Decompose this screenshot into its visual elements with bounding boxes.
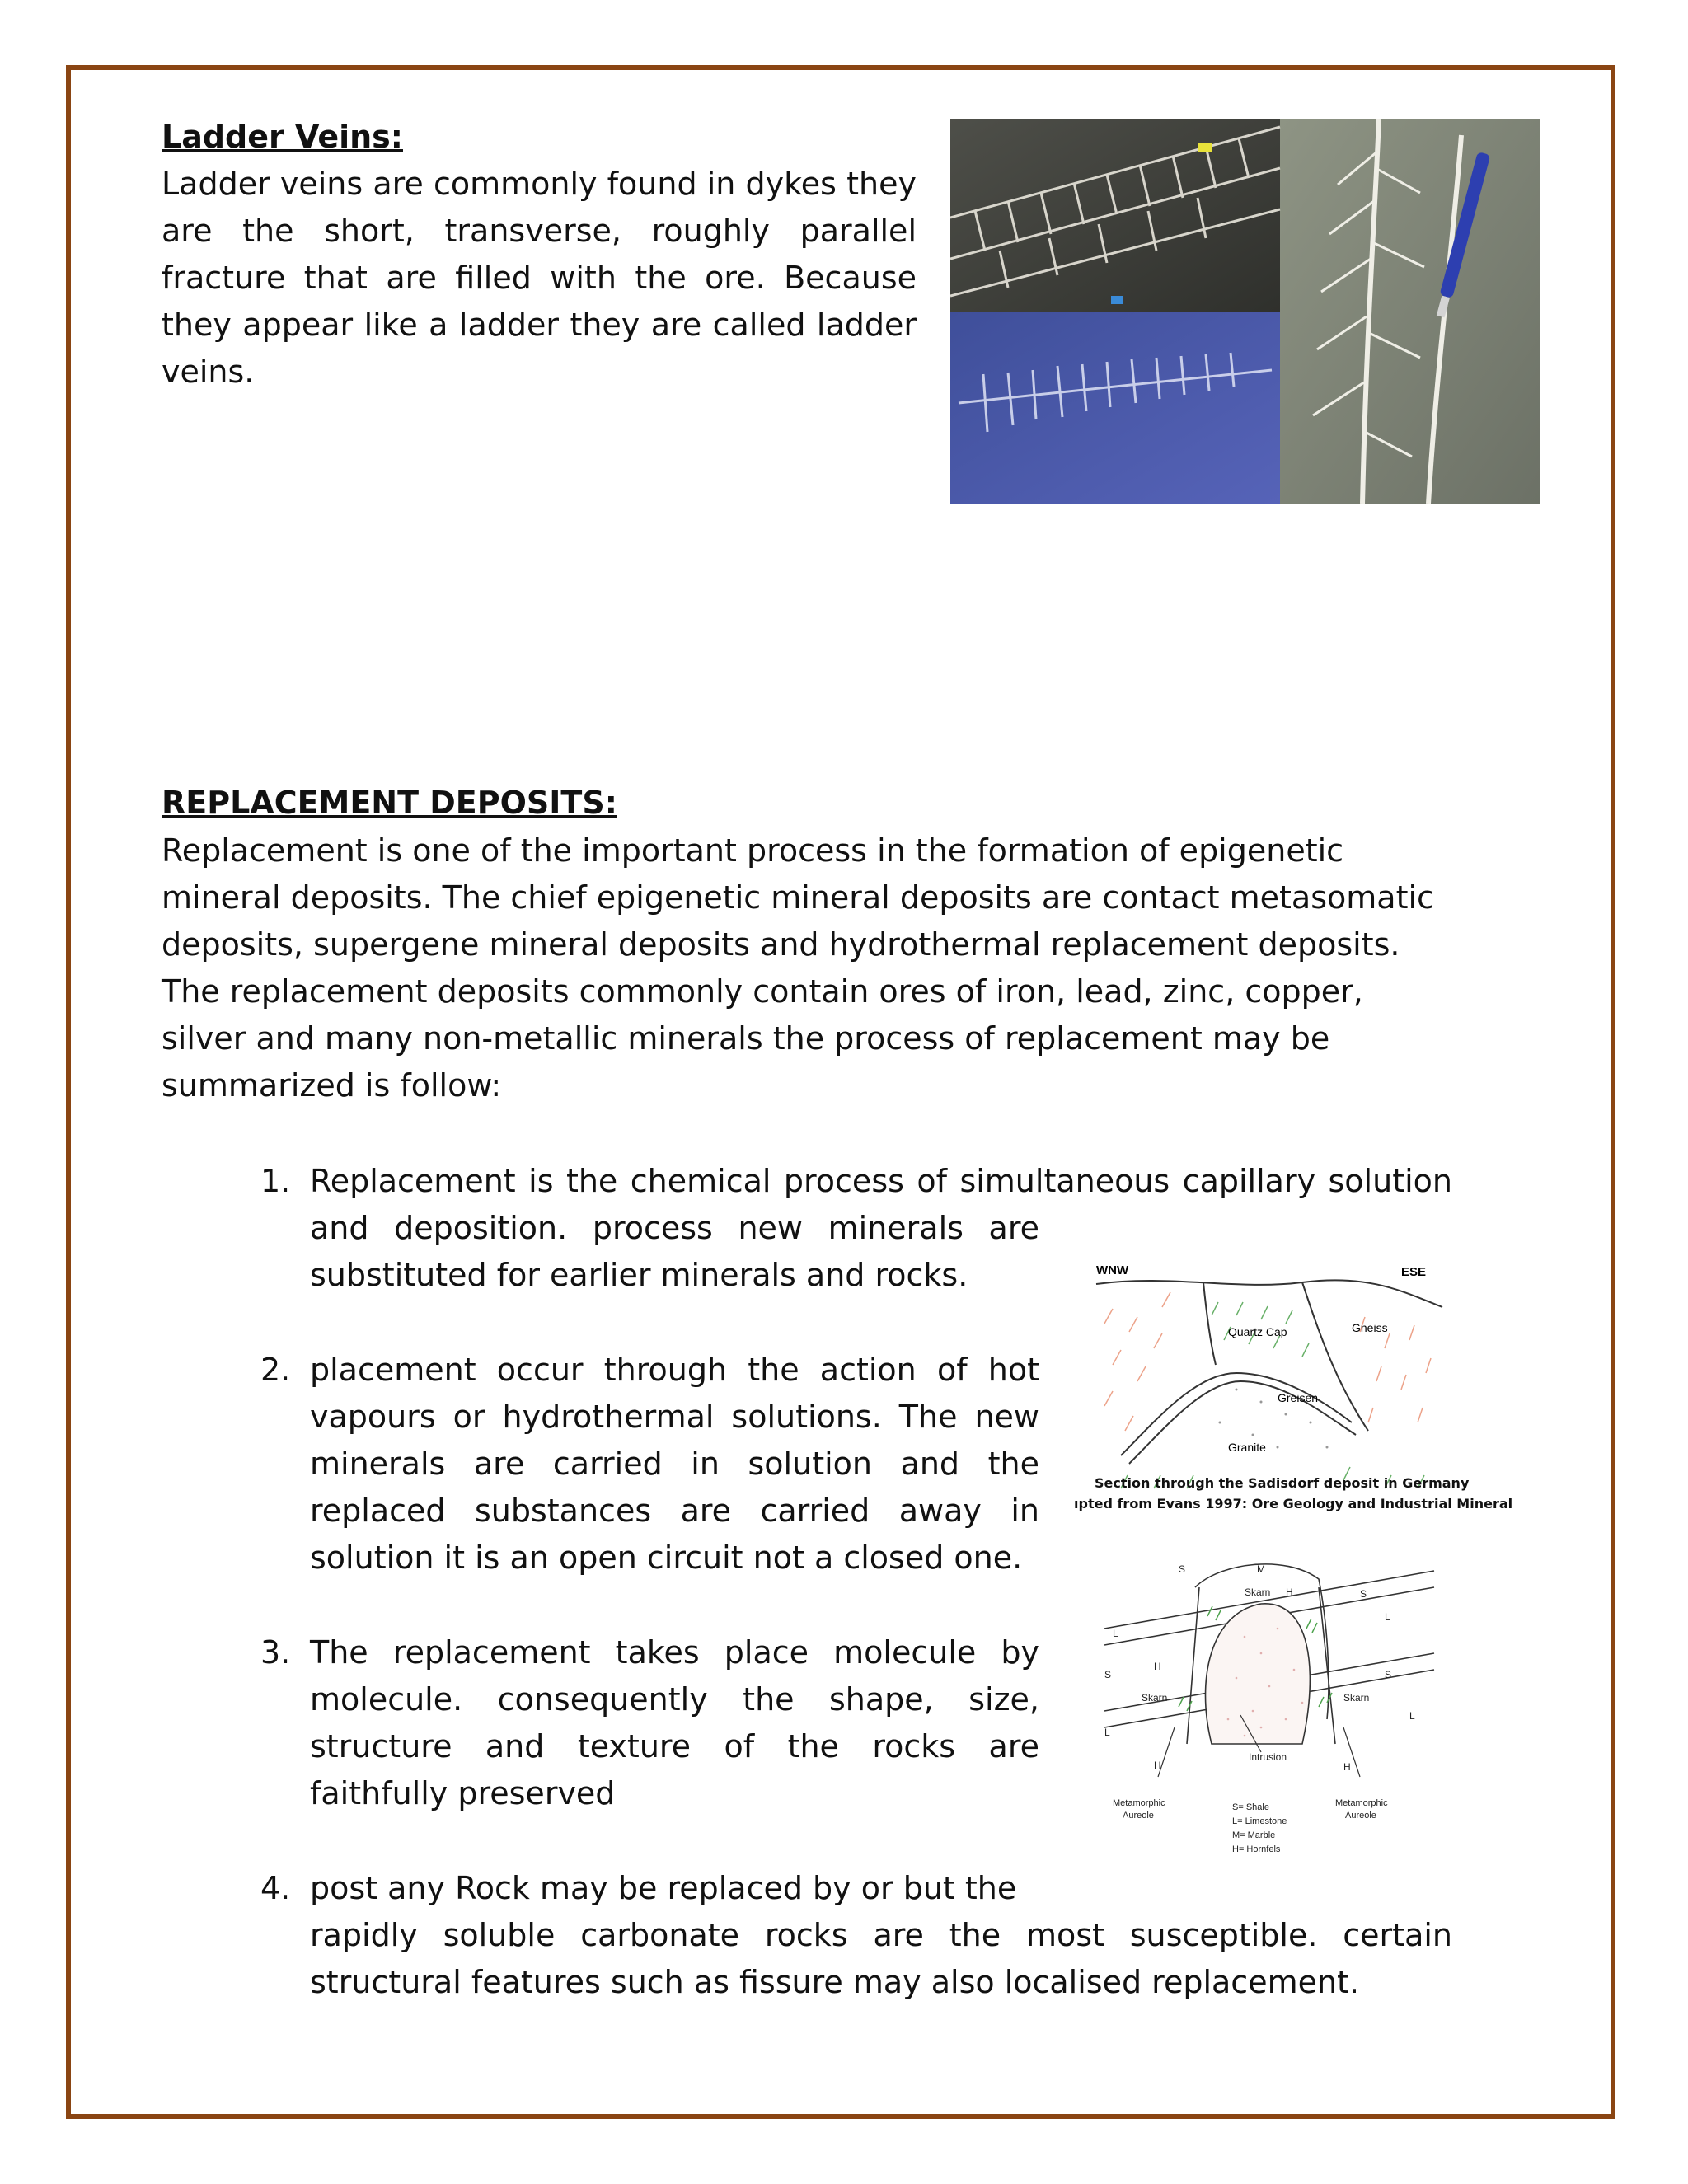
limestone-label: L [1104,1727,1110,1738]
list-item-4-first-line: post any Rock may be replaced by or but the [310,1870,1017,1906]
figure1-caption-line1: Section through the Sadisdorf deposit in Germany [1095,1475,1470,1491]
figure1-caption-line2: ıpted from Evans 1997: Ore Geology and Industrial Mineral [1074,1496,1513,1511]
legend-hornfels: H= Hornfels [1232,1844,1281,1854]
list-number: 1. [260,1163,291,1199]
shale-label: S [1360,1588,1367,1600]
limestone-label: L [1385,1611,1390,1623]
aureole-label: Aureole [1123,1811,1154,1821]
skarn-label: Skarn [1142,1692,1168,1704]
aureole-label: Aureole [1345,1811,1376,1821]
legend-shale: S= Shale [1232,1802,1269,1812]
wnw-label: WNW [1096,1263,1129,1277]
shale-label: S [1385,1669,1392,1680]
ladder-veins-photo [950,119,1540,504]
metamorphic-label: Metamorphic [1335,1798,1388,1808]
intrusion-label: Intrusion [1249,1751,1287,1763]
legend-limestone: L= Limestone [1232,1816,1287,1826]
skarn-label: Skarn [1343,1692,1370,1704]
greisen-label: Greisen [1278,1391,1319,1404]
ese-label: ESE [1401,1265,1427,1279]
list-number: 2. [260,1352,291,1388]
ladder-veins-heading: Ladder Veins: [162,119,403,155]
hornfels-label: H [1154,1661,1161,1672]
skarn-intrusion-diagram [1096,1554,1451,1868]
hornfels-label: H [1343,1761,1351,1773]
skarn-label: Skarn [1245,1586,1271,1598]
ladder-veins-text: Ladder veins are commonly found in dykes they are the short, transverse, roughly parallel fracture that are filled with the ore. Because they appear like a ladder they are called ladder veins. [162,166,917,390]
shale-label: S [1179,1563,1186,1575]
replacement-intro-text: Replacement is one of the important process in the formation of epigenetic mineral deposits. The chief epigenetic mineral deposits are contact metasomatic deposits, supergene mineral deposits and hydrothermal replacement deposits. The replacement deposits commonly contain ores of iron, lead, zinc, copper, silver and many non-metallic minerals the process of replacement may be summarized is follow: [162,832,1434,1104]
list-number: 4. [260,1870,291,1906]
legend-marble: M= Marble [1232,1830,1276,1840]
list-item-1-first-line: Replacement is the chemical process of simultaneous capillary solution [310,1163,1452,1199]
limestone-label: L [1409,1710,1415,1722]
replacement-deposits-heading: REPLACEMENT DEPOSITS: [162,785,617,821]
list-item-4-text: rapidly soluble carbonate rocks are the most susceptible. certain structural features such as fissure may also localised replacement. [310,1917,1452,2000]
list-item-2-text: placement occur through the action of hot vapours or hydrothermal solutions. The new minerals are carried in solution and the replaced substances are carried away in solution it is an open circuit not a closed one. [310,1352,1039,1576]
list-item-1-text: and deposition. process new minerals are substituted for earlier minerals and rocks. [310,1210,1039,1293]
quartz-cap-label: Quartz Cap [1228,1325,1287,1338]
list-number: 3. [260,1634,291,1671]
granite-label: Granite [1228,1441,1266,1454]
hornfels-label: H [1154,1760,1161,1771]
gneiss-label: Gneiss [1352,1321,1388,1334]
hornfels-label: H [1286,1586,1293,1598]
list-item-3-text: The replacement takes place molecule by molecule. consequently the shape, size, structure and texture of the rocks are faithfully preserved [310,1634,1039,1811]
metamorphic-label: Metamorphic [1113,1798,1165,1808]
marble-label: M [1257,1563,1265,1575]
shale-label: S [1104,1669,1112,1680]
limestone-label: L [1113,1628,1118,1639]
